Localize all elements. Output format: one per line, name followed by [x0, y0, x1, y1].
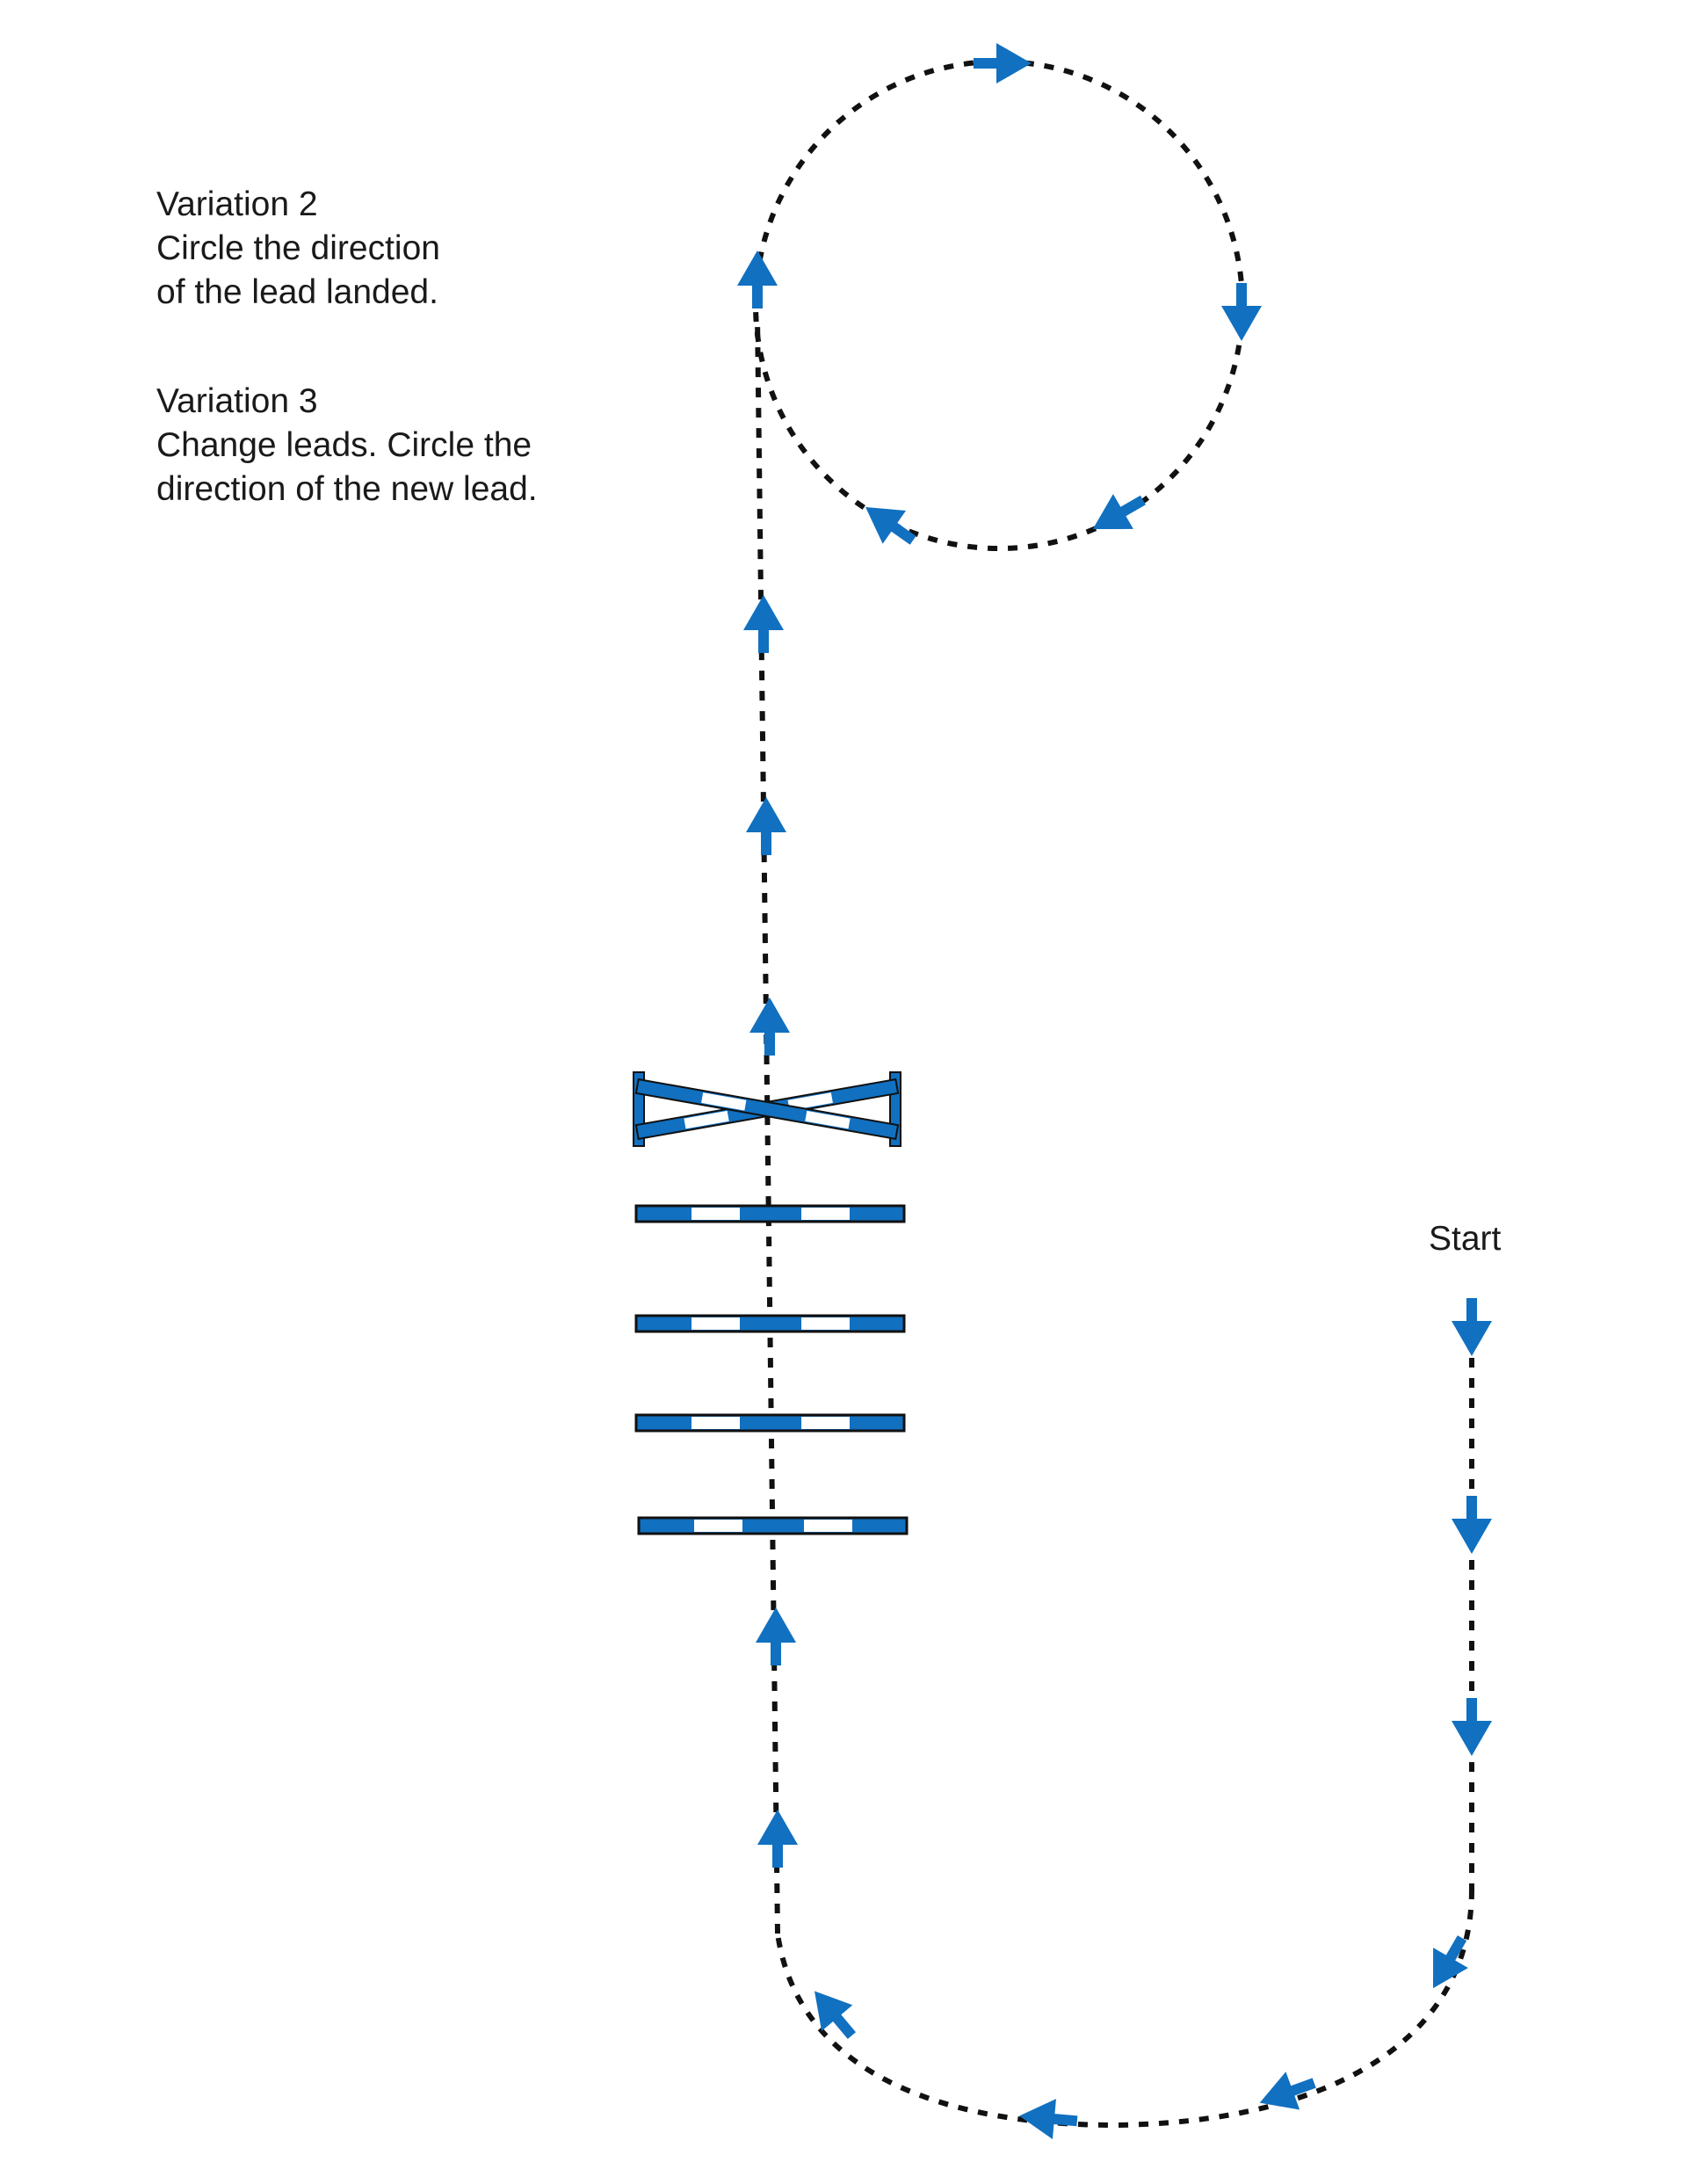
variation-3-line-1: Change leads. Circle the [156, 426, 532, 464]
direction-arrow-icon [737, 250, 778, 308]
path-segment-circle [756, 62, 1242, 548]
variation-3-line-2: direction of the new lead. [156, 470, 538, 508]
direction-arrow-icon [854, 490, 924, 557]
direction-arrow-icon [1082, 483, 1153, 547]
direction-arrow-icon [756, 1607, 796, 1665]
ground-pole-icon [636, 1206, 904, 1222]
direction-arrow-icon [974, 43, 1032, 83]
direction-arrow-icon [1452, 1496, 1492, 1554]
direction-arrow-icon [1452, 1298, 1492, 1356]
direction-arrow-icon [749, 998, 790, 1056]
direction-arrow-icon [746, 797, 786, 855]
direction-arrow-icon [1253, 2064, 1321, 2122]
start-label: Start [1429, 1220, 1502, 1258]
variation-2-title: Variation 2 [156, 185, 318, 223]
direction-arrow-icon [743, 595, 784, 653]
ground-pole-icon [636, 1316, 904, 1331]
variation-3-title: Variation 3 [156, 382, 318, 420]
path-segment-uturn [778, 1890, 1472, 2125]
direction-arrow-icon [757, 1810, 798, 1868]
direction-arrow-icon [1452, 1698, 1492, 1756]
direction-arrow-icon [1017, 2096, 1079, 2142]
ground-pole-icon [639, 1518, 907, 1534]
ground-pole-icon [636, 1415, 904, 1431]
direction-arrow-icon [1221, 283, 1262, 341]
path-segment-center [757, 316, 778, 1934]
variation-2-line-1: Circle the direction [156, 229, 440, 267]
variation-2-line-2: of the lead landed. [156, 273, 438, 311]
